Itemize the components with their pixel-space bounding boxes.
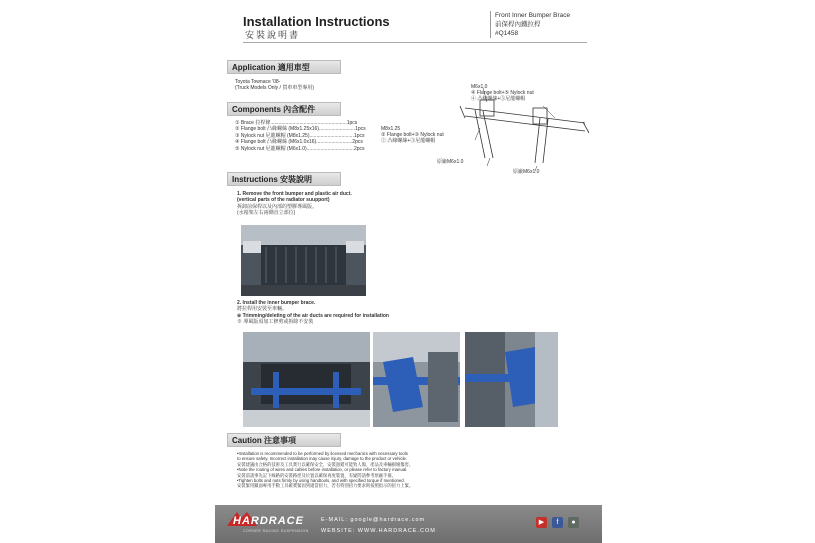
instruction-sheet: [215, 0, 602, 543]
footer: [215, 505, 602, 543]
step2-photo-right-drawing: [465, 332, 558, 427]
diagram-m6-bolt: ④ Flange bolt+⑤ Nylock nut: [471, 90, 534, 96]
part-number: #Q1458: [495, 30, 519, 37]
step2-text: [237, 300, 389, 326]
step2-photo-front: [243, 332, 370, 427]
step1-zh1: 拆卸前保桿以及內部的塑膠導風版。: [237, 203, 318, 210]
page-title-zh: 安裝說明書: [245, 31, 301, 41]
application-heading: [227, 60, 341, 74]
step2-zh2: ※ 導風版須加工修剪或拆除不安裝: [237, 319, 314, 326]
component-item: ⑤ Nylock nut 尼龍螺帽 (M6x1.0)..................................2pcs: [235, 145, 365, 152]
diagram-m6-size: M6x1.0: [471, 84, 488, 90]
diagram-label-orig2: 原廠M6x1.0: [513, 169, 540, 175]
product-name-zh: 前保桿內鐵拉桿: [495, 21, 541, 28]
application-line1: Toyota Townace '08-: [235, 79, 281, 85]
diagram-label-m6: [471, 84, 534, 102]
diagram-m6-bolt-zh: ④ 凸緣螺絲+⑤尼龍螺帽: [471, 96, 526, 102]
step2-zh1: 將拉桿用安裝至車輛。: [237, 306, 288, 313]
diagram-m8-bolt: ② Flange bolt+③ Nylock nut: [381, 132, 444, 138]
application-line2: (Truck Models Only / 貨車車型專用): [235, 85, 314, 92]
hardrace-logo: HARDRACE: [233, 515, 304, 527]
application-heading-en: Application: [232, 63, 276, 72]
step1-text: [237, 191, 352, 217]
header-divider: [243, 42, 587, 43]
step1-photo: [241, 225, 366, 296]
step1-zh2: (水箱架左右兩側直立部位): [237, 210, 296, 217]
caution-text: [237, 451, 413, 489]
step1-line2: (vertical parts of the radiator suupport): [237, 197, 330, 204]
diagram-m8-size: M8x1.25: [381, 126, 401, 132]
youtube-icon[interactable]: ▶: [536, 517, 547, 528]
caution-line: •Installation is recommended to be performed by licensed mechanics with necessary tools: [237, 451, 408, 456]
step2-photo-left: [373, 332, 460, 427]
components-heading-en: Components: [232, 105, 281, 114]
step1-line1: 1. Remove the front bumper and plastic air duct.: [237, 191, 352, 197]
instructions-heading: [227, 172, 341, 186]
components-heading: [227, 102, 341, 116]
step1-photo-drawing: [241, 225, 366, 296]
product-name: Front Inner Bumper Brace: [495, 12, 571, 19]
brace-diagram: [365, 78, 595, 178]
component-item: ② Flange bolt 凸緣螺絲 (M8x1.25x16)..........................1pcs: [235, 126, 366, 133]
application-text: [235, 79, 314, 92]
step2-line1: 2. Install the inner bumper brace.: [237, 300, 316, 306]
instructions-heading-zh: 安裝說明: [280, 174, 313, 184]
facebook-icon[interactable]: f: [552, 517, 563, 528]
wechat-icon[interactable]: ●: [568, 517, 579, 528]
page-title: Installation Instructions: [243, 14, 390, 29]
component-item: ③ Nylock nut 尼龍螺帽 (M8x1.25)................................1pcs: [235, 132, 365, 139]
product-info: [490, 11, 570, 38]
caution-line: 安裝緊用鎖面專用手動工具確實緊固到適當扭力，若有特別扭力要求則按照指示的扭力上緊。: [237, 483, 414, 489]
caution-line: •Tighten bolts and nuts firmly by using handtools, and with specified torque if mentioned.: [237, 478, 405, 484]
step2-photo-front-drawing: [243, 332, 370, 427]
components-heading-zh: 內含配件: [283, 104, 316, 114]
diagram-m8-bolt-zh: ② 凸緣螺絲+③尼龍螺帽: [381, 138, 436, 144]
step2-photo-right: [465, 332, 558, 427]
diagram-label-m8: [381, 126, 444, 144]
caution-line: 安裝前請事先記下線路的安裝路徑及位置以確保再度裝置，有疑問請參考原廠手冊。: [237, 472, 396, 478]
contact-email[interactable]: E-MAIL: google@hardrace.com: [321, 517, 426, 523]
caution-heading-en: Caution: [232, 436, 262, 445]
caution-heading: [227, 433, 341, 447]
instructions-heading-en: Instructions: [232, 175, 278, 184]
components-list: [235, 120, 366, 152]
caution-line: 安裝建議由合格的技術及工具實行以確保安全，安裝過錯可能致人傷、產品及車輛損壞傷害。: [237, 461, 414, 467]
component-item: ④ Flange bolt 凸緣螺絲 (M6x1.0x16)..........................2pcs: [235, 139, 363, 146]
diagram-label-orig1: 原廠M6x1.0: [437, 159, 464, 165]
step2-line2: ※ Trimming/deleting of the air ducts are required for installation: [237, 312, 389, 319]
caution-heading-zh: 注意事項: [264, 435, 297, 445]
caution-line: to ensure safety. Incorrect installation may cause injury, damage to the product or vehicle.: [237, 456, 408, 462]
contact-website[interactable]: WEBSITE: WWW.HARDRACE.COM: [321, 528, 436, 534]
step2-photo-left-drawing: [373, 332, 460, 427]
hardrace-logo-sub: CORNER RACING SUSPENSION: [243, 529, 309, 533]
component-item: ① Brace 拉桿條.......................................................1pcs: [235, 120, 358, 126]
application-heading-zh: 適用車型: [277, 62, 310, 72]
caution-line: •Note the routing of wires and cables before installation, or please refer to factory manual.: [237, 467, 408, 473]
